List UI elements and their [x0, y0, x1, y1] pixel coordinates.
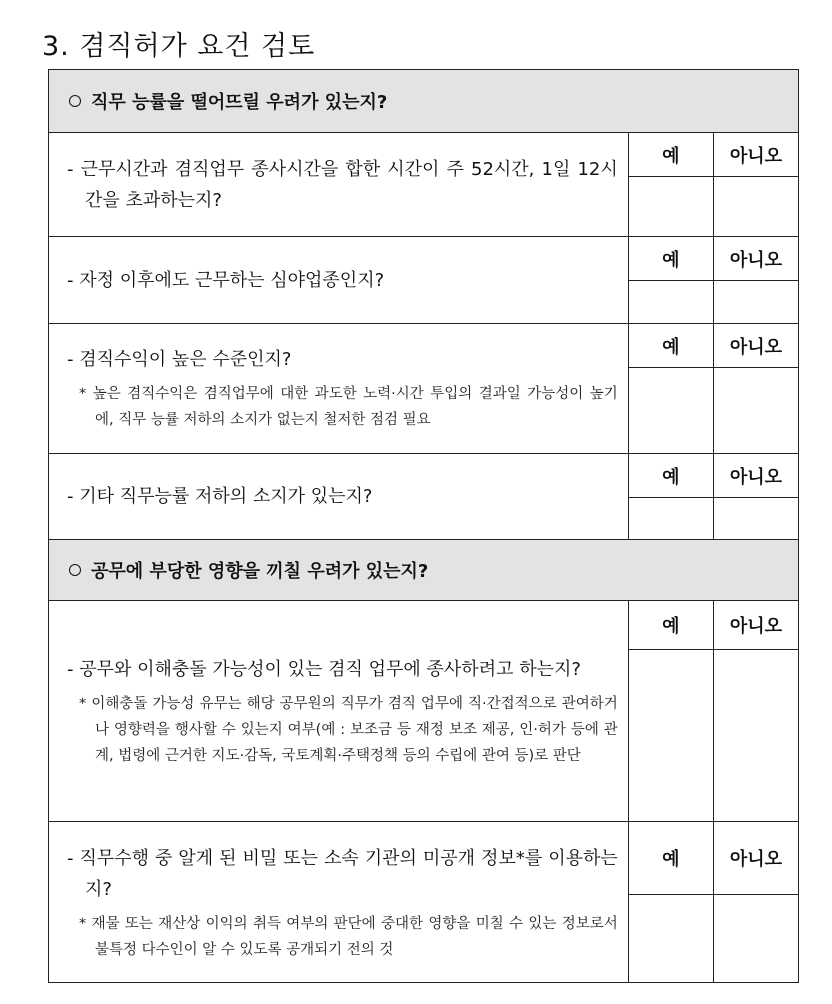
question-note: * 이해충돌 가능성 유무는 해당 공무원의 직무가 겸직 업무에 직·간접적으로 관여하거나 영향력을 행사할 수 있는지 여부(예 : 보조금 등 재정 보조 제공, 인·허가 등에 관계, 법령에 근거한 지도·감독, 국토계획·주택정책 등의 수립에 관여 등)로 판단 [79, 695, 618, 764]
section-heading-row [49, 540, 799, 601]
question-text: - 기타 직무능률 저하의 소지가 있는지? [67, 486, 373, 507]
no-answer-cell[interactable] [713, 368, 798, 454]
yes-answer-cell[interactable] [628, 895, 713, 983]
yes-answer-cell[interactable] [628, 650, 713, 822]
question-cell [49, 601, 629, 822]
no-answer-cell[interactable] [713, 281, 798, 324]
question-note: * 재물 또는 재산상 이익의 취득 여부의 판단에 중대한 영향을 미칠 수 있는 정보로서 불특정 다수인이 알 수 있도록 공개되기 전의 것 [79, 916, 618, 958]
no-answer-cell[interactable] [713, 895, 798, 983]
question-row [49, 601, 799, 650]
question-row [49, 822, 799, 895]
no-header: 아니오 [713, 601, 798, 650]
no-answer-cell[interactable] [713, 650, 798, 822]
question-row [49, 454, 799, 498]
question-row [49, 237, 799, 281]
question-text: - 공무와 이해충돌 가능성이 있는 겸직 업무에 종사하려고 하는지? [67, 658, 581, 680]
section-heading-row [49, 70, 799, 133]
question-text: - 직무수행 중 알게 된 비밀 또는 소속 기관의 미공개 정보*를 이용하는지? [67, 848, 618, 900]
yes-answer-cell[interactable] [628, 368, 713, 454]
yes-header: 예 [628, 237, 713, 281]
question-text: - 근무시간과 겸직업무 종사시간을 합한 시간이 주 52시간, 1일 12시간을 초과하는지? [67, 158, 618, 211]
yes-header: 예 [628, 324, 713, 368]
yes-answer-cell[interactable] [628, 177, 713, 237]
question-cell [49, 324, 629, 454]
yes-header: 예 [628, 601, 713, 650]
question-note: * 높은 겸직수익은 겸직업무에 대한 과도한 노력·시간 투입의 결과일 가능성이 높기에, 직무 능률 저하의 소지가 없는지 철저한 점검 필요 [79, 386, 618, 428]
no-answer-cell[interactable] [713, 498, 798, 540]
question-cell [49, 454, 629, 540]
yes-header: 예 [628, 822, 713, 895]
no-header: 아니오 [713, 133, 798, 177]
section-heading: 직무 능률을 떨어뜨릴 우려가 있는지? [91, 92, 388, 113]
yes-answer-cell[interactable] [628, 281, 713, 324]
page-title: 3. 겸직허가 요건 검토 [42, 31, 316, 62]
no-header: 아니오 [713, 324, 798, 368]
requirements-review-table [48, 69, 799, 983]
section-heading: 공무에 부당한 영향을 끼칠 우려가 있는지? [91, 561, 429, 582]
question-cell [49, 237, 629, 324]
question-row [49, 133, 799, 177]
no-header: 아니오 [713, 237, 798, 281]
question-text: - 겸직수익이 높은 수준인지? [67, 349, 292, 370]
question-cell [49, 133, 629, 237]
question-cell [49, 822, 629, 983]
yes-answer-cell[interactable] [628, 498, 713, 540]
question-text: - 자정 이후에도 근무하는 심야업종인지? [67, 269, 385, 291]
no-header: 아니오 [713, 822, 798, 895]
question-row [49, 324, 799, 368]
no-answer-cell[interactable] [713, 177, 798, 237]
yes-header: 예 [628, 454, 713, 498]
circle-bullet-icon [69, 95, 81, 107]
no-header: 아니오 [713, 454, 798, 498]
circle-bullet-icon [69, 564, 81, 576]
yes-header: 예 [628, 133, 713, 177]
